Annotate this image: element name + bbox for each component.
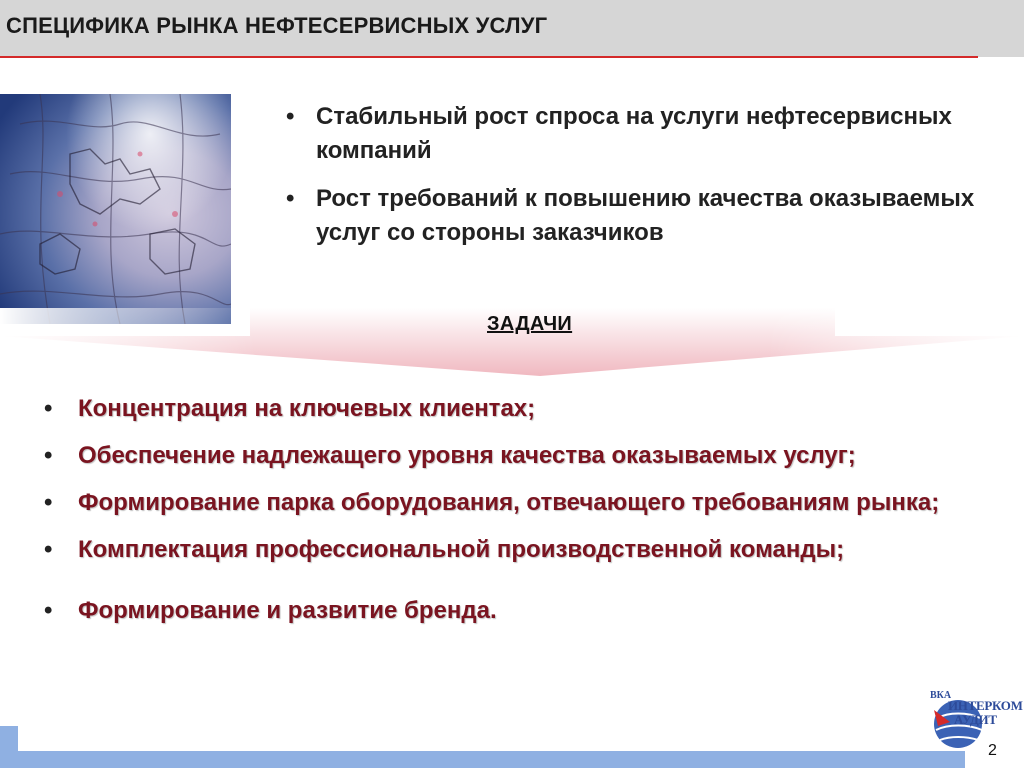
list-item: • Формирование и развитие бренда.: [44, 593, 1014, 628]
logo-line2: АУДИТ: [954, 712, 997, 727]
market-specifics-list: [286, 100, 986, 264]
tasks-list: [44, 391, 1014, 628]
globe-image: [0, 94, 231, 324]
list-item: • Рост требований к повышению качества оказываемых услуг со стороны заказчиков: [286, 182, 986, 250]
logo-abbrev: ВКА: [930, 690, 952, 701]
slide-header: [0, 0, 1024, 57]
list-item: • Обеспечение надлежащего уровня качества оказываемых услуг;: [44, 438, 1014, 473]
list-item: • Формирование парка оборудования, отвечающего требованиям рынка;: [44, 485, 1014, 520]
footer-bar: [0, 751, 965, 768]
company-logo: [930, 690, 1024, 750]
page-number: 2: [988, 742, 997, 759]
tasks-heading: ЗАДАЧИ: [487, 313, 573, 335]
slide-title: СПЕЦИФИКА РЫНКА НЕФТЕСЕРВИСНЫХ УСЛУГ: [6, 13, 548, 38]
list-item: • Комплектация профессиональной производственной команды;: [44, 532, 1014, 567]
logo-line1: ИНТЕРКОМ: [948, 698, 1023, 713]
list-item: • Стабильный рост спроса на услуги нефтесервисных компаний: [286, 100, 986, 168]
list-item: • Концентрация на ключевых клиентах;: [44, 391, 1014, 426]
header-divider: [0, 56, 978, 58]
